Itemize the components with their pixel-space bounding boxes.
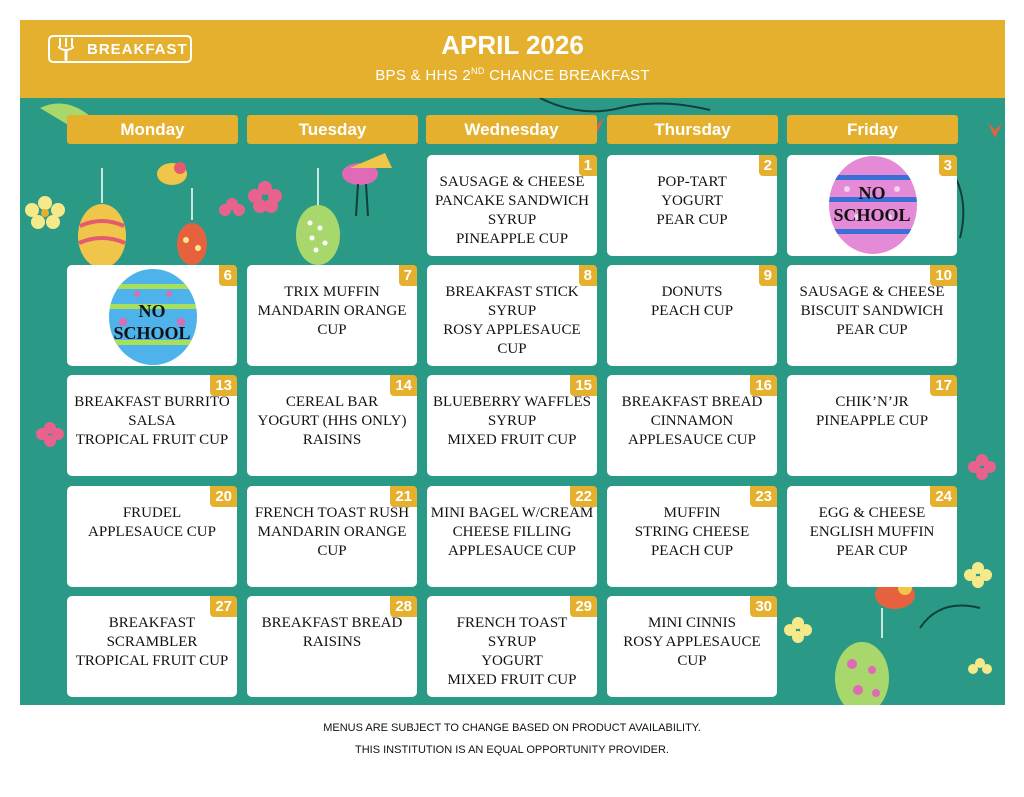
menu-item: ENGLISH MUFFIN xyxy=(809,524,935,540)
menu-items xyxy=(427,614,597,690)
menu-items xyxy=(607,173,777,230)
page-subtitle: BPS & HHS 2ND CHANCE BREAKFAST xyxy=(375,66,650,84)
menu-items xyxy=(787,283,957,340)
calendar-board xyxy=(20,98,1005,705)
menu-item: BREAKFAST BREAD xyxy=(621,394,763,410)
date-number: 2 xyxy=(759,155,777,176)
menu-item: SYRUP xyxy=(487,634,537,650)
menu-item: FRENCH TOAST xyxy=(456,615,568,631)
day-cell-7 xyxy=(247,265,417,366)
menu-item: CUP xyxy=(317,543,347,559)
date-number: 16 xyxy=(750,375,777,396)
menu-item: ROSY APPLESAUCE xyxy=(623,634,761,650)
day-cell-17 xyxy=(787,375,957,476)
menu-item: PINEAPPLE CUP xyxy=(455,231,569,247)
date-number: 10 xyxy=(930,265,957,286)
menu-item: EGG & CHEESE xyxy=(818,505,926,521)
date-number: 14 xyxy=(390,375,417,396)
day-header-wednesday: Wednesday xyxy=(426,115,597,144)
menu-items xyxy=(607,393,777,450)
day-cell-10 xyxy=(787,265,957,366)
menu-item: PEAR CUP xyxy=(836,322,908,338)
day-cell-24 xyxy=(787,486,957,587)
menu-item: PEACH CUP xyxy=(650,303,734,319)
menu-item: SYRUP xyxy=(487,413,537,429)
date-number: 17 xyxy=(930,375,957,396)
menu-item: BREAKFAST BURRITO xyxy=(74,394,230,410)
menu-items xyxy=(67,614,237,671)
menu-item: PINEAPPLE CUP xyxy=(815,413,929,429)
menu-items xyxy=(427,283,597,359)
date-number: 1 xyxy=(579,155,597,176)
day-cell-28 xyxy=(247,596,417,697)
menu-item: FRENCH TOAST RUSH xyxy=(254,505,410,521)
date-number: 30 xyxy=(750,596,777,617)
date-number: 23 xyxy=(750,486,777,507)
date-number: 24 xyxy=(930,486,957,507)
menu-items xyxy=(607,504,777,561)
day-cell-15 xyxy=(427,375,597,476)
day-cell-21 xyxy=(247,486,417,587)
menu-item: CUP xyxy=(497,341,527,357)
menu-item: MINI CINNIS xyxy=(648,615,736,631)
menu-item: PEAR CUP xyxy=(836,543,908,559)
date-number: 22 xyxy=(570,486,597,507)
day-cell-27 xyxy=(67,596,237,697)
day-cell-2 xyxy=(607,155,777,256)
menu-item: BREAKFAST BREAD xyxy=(261,615,403,631)
menu-item: POP-TART xyxy=(657,174,727,190)
menu-item: MIXED FRUIT CUP xyxy=(447,672,577,688)
menu-items xyxy=(427,393,597,450)
day-cell-29 xyxy=(427,596,597,697)
date-number: 9 xyxy=(759,265,777,286)
page-title: APRIL 2026 xyxy=(441,30,584,60)
menu-item: BISCUIT SANDWICH xyxy=(800,303,944,319)
menu-item: PEAR CUP xyxy=(656,212,728,228)
date-number: 13 xyxy=(210,375,237,396)
date-number: 15 xyxy=(570,375,597,396)
day-cell-30 xyxy=(607,596,777,697)
menu-item: MIXED FRUIT CUP xyxy=(447,432,577,448)
menu-item: STRING CHEESE xyxy=(634,524,750,540)
date-number: 21 xyxy=(390,486,417,507)
day-cell-1 xyxy=(427,155,597,256)
header-banner xyxy=(20,20,1005,98)
menu-item: SYRUP xyxy=(487,303,537,319)
menu-item: YOGURT xyxy=(661,193,723,209)
menu-item: APPLESAUCE CUP xyxy=(448,543,576,559)
day-cell-16 xyxy=(607,375,777,476)
menu-items xyxy=(247,614,417,652)
menu-item: TROPICAL FRUIT CUP xyxy=(75,653,229,669)
day-cell-22 xyxy=(427,486,597,587)
menu-item: TRIX MUFFIN xyxy=(284,284,380,300)
date-number: 29 xyxy=(570,596,597,617)
menu-item: MANDARIN ORANGE xyxy=(257,303,407,319)
date-number: 8 xyxy=(579,265,597,286)
menu-item: SCRAMBLER xyxy=(106,634,198,650)
day-cell-6 xyxy=(67,265,237,366)
menu-items xyxy=(607,283,777,321)
menu-items xyxy=(67,504,237,542)
footer-equal-opportunity: THIS INSTITUTION IS AN EQUAL OPPORTUNITY PROVIDER. xyxy=(355,744,669,756)
no-school-label: NO SCHOOL xyxy=(833,183,911,225)
menu-item: SAUSAGE & CHEESE xyxy=(439,174,585,190)
day-cell-3 xyxy=(787,155,957,256)
date-number: 3 xyxy=(939,155,957,176)
menu-item: SALSA xyxy=(128,413,176,429)
menu-items xyxy=(787,393,957,431)
menu-item: BREAKFAST STICK xyxy=(445,284,579,300)
menu-items xyxy=(247,504,417,561)
day-cell-20 xyxy=(67,486,237,587)
menu-item: CHEESE FILLING xyxy=(452,524,572,540)
menu-item: DONUTS xyxy=(661,284,723,300)
menu-items xyxy=(787,504,957,561)
menu-item: MINI BAGEL W/CREAM xyxy=(430,505,594,521)
day-header-tuesday: Tuesday xyxy=(247,115,418,144)
menu-item: CUP xyxy=(317,322,347,338)
menu-item: CUP xyxy=(677,653,707,669)
menu-item: PANCAKE SANDWICH xyxy=(434,193,590,209)
menu-items xyxy=(607,614,777,671)
day-header-monday: Monday xyxy=(67,115,238,144)
menu-item: YOGURT xyxy=(481,653,543,669)
menu-item: SAUSAGE & CHEESE xyxy=(799,284,945,300)
menu-items xyxy=(427,173,597,249)
date-number: 6 xyxy=(219,265,237,286)
menu-item: FRUDEL xyxy=(122,505,182,521)
menu-item: BREAKFAST xyxy=(108,615,196,631)
day-cell-8 xyxy=(427,265,597,366)
menu-item: SYRUP xyxy=(487,212,537,228)
day-cell-23 xyxy=(607,486,777,587)
day-header-thursday: Thursday xyxy=(607,115,778,144)
day-cell-9 xyxy=(607,265,777,366)
menu-item: MUFFIN xyxy=(663,505,721,521)
menu-item: PEACH CUP xyxy=(650,543,734,559)
menu-items xyxy=(247,393,417,450)
menu-items xyxy=(247,283,417,340)
day-cell-13 xyxy=(67,375,237,476)
menu-item: APPLESAUCE CUP xyxy=(628,432,756,448)
menu-item: RAISINS xyxy=(302,432,362,448)
date-number: 28 xyxy=(390,596,417,617)
menu-item: RAISINS xyxy=(302,634,362,650)
footer-disclaimer: MENUS ARE SUBJECT TO CHANGE BASED ON PRODUCT AVAILABILITY. xyxy=(323,722,701,734)
no-school-label: NO SCHOOL xyxy=(113,301,191,343)
date-number: 7 xyxy=(399,265,417,286)
day-cell-14 xyxy=(247,375,417,476)
menu-item: CEREAL BAR xyxy=(285,394,379,410)
date-number: 27 xyxy=(210,596,237,617)
menu-item: CHIK’N’JR xyxy=(835,394,909,410)
menu-item: APPLESAUCE CUP xyxy=(88,524,216,540)
day-header-friday: Friday xyxy=(787,115,958,144)
menu-items xyxy=(427,504,597,561)
menu-item: TROPICAL FRUIT CUP xyxy=(75,432,229,448)
menu-item: BLUEBERRY WAFFLES xyxy=(433,394,591,410)
menu-item: YOGURT (HHS ONLY) xyxy=(257,413,407,429)
menu-item: ROSY APPLESAUCE xyxy=(443,322,581,338)
menu-items xyxy=(67,393,237,450)
date-number: 20 xyxy=(210,486,237,507)
logo-text: BREAKFAST xyxy=(87,40,188,58)
menu-item: CINNAMON xyxy=(650,413,734,429)
menu-item: MANDARIN ORANGE xyxy=(257,524,407,540)
